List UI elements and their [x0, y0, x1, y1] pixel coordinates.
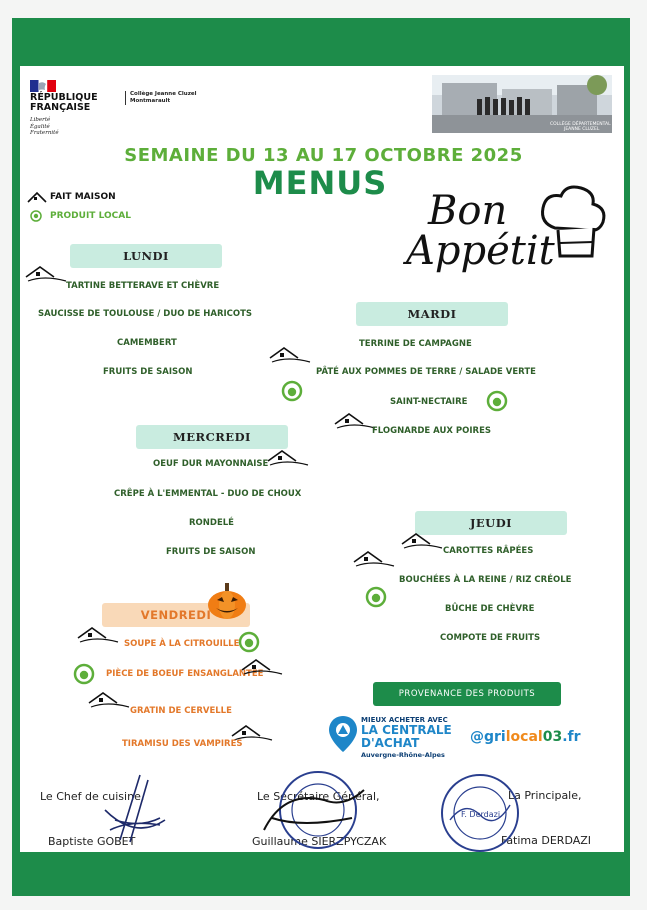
centrale-name-1: LA CENTRALE [361, 723, 452, 737]
jeudi-dish-4: COMPOTE DE FRUITS [440, 633, 541, 643]
jeudi-dish-3: BÛCHE DE CHÈVRE [445, 604, 535, 614]
local-product-icon [30, 210, 42, 222]
vendredi-dish-2: PIÈCE DE BOEUF ENSANGLANTÉE [106, 669, 264, 679]
mardi-dish-1: TERRINE DE CAMPAGNE [359, 339, 472, 349]
vendredi-dish-3: GRATIN DE CERVELLE [130, 706, 232, 716]
chef-signature [100, 770, 170, 850]
week-title: SEMAINE DU 13 AU 17 OCTOBRE 2025 [124, 145, 523, 166]
house-icon [400, 530, 444, 552]
house-icon [26, 190, 48, 204]
sg-name: Guillaume SIERZPYCZAK [252, 835, 387, 848]
principal-stamp-inner: F. Derdazi [461, 810, 501, 819]
mercredi-dish-2: CRÊPE À L'EMMENTAL - DUO DE CHOUX [114, 489, 302, 499]
provenance-banner: PROVENANCE DES PRODUITS [373, 682, 561, 706]
pumpkin-icon [206, 582, 248, 620]
local-product-icon [281, 380, 303, 402]
photo-caption-2: JEANNE CLUZEL [564, 127, 600, 132]
house-icon [352, 548, 396, 570]
legend-produit-local: PRODUIT LOCAL [50, 211, 131, 221]
mardi-dish-3: SAINT-NECTAIRE [390, 397, 468, 407]
centrale-region: Auvergne-Rhône-Alpes [361, 751, 445, 759]
day-jeudi: JEUDI [415, 511, 567, 535]
sg-title: Le Secrétaire Général, [257, 790, 380, 803]
bon-appetit-line2: Appétit [406, 228, 555, 273]
house-icon [268, 344, 312, 366]
centrale-tagline: MIEUX ACHETER AVEC [361, 716, 448, 724]
photo-caption-1: COLLÈGE DÉPARTEMENTAL [550, 122, 611, 127]
map-pin-icon [328, 714, 358, 754]
day-lundi: LUNDI [70, 244, 222, 268]
page-title: MENUS [252, 164, 388, 202]
principal-title: La Principale, [508, 789, 582, 802]
vendredi-dish-4: TIRAMISU DES VAMPIRES [122, 739, 243, 749]
republique-francaise-label: RÉPUBLIQUE FRANÇAISE [30, 92, 98, 113]
vendredi-dish-1: SOUPE À LA CITROUILLE [124, 639, 240, 649]
day-mardi: MARDI [356, 302, 508, 326]
jeudi-dish-1: CAROTTES RÂPÉES [443, 546, 534, 556]
house-icon [240, 656, 284, 678]
lundi-dish-1: TARTINE BETTERAVE ET CHÈVRE [66, 281, 220, 291]
local-product-icon [73, 663, 95, 685]
house-icon [87, 689, 131, 711]
local-product-icon [365, 586, 387, 608]
chef-name: Baptiste GOBET [48, 835, 136, 848]
republic-motto: Liberté Égalité Fraternité [30, 117, 59, 136]
mercredi-dish-1: OEUF DUR MAYONNAISE [153, 459, 269, 469]
college-label: Collège Jeanne Cluzel Montmarault [125, 91, 197, 105]
legend-fait-maison: FAIT MAISON [50, 192, 116, 202]
lundi-dish-3: CAMEMBERT [117, 338, 177, 348]
bon-appetit-logo [400, 178, 610, 273]
house-icon [24, 263, 68, 285]
house-icon [266, 447, 310, 469]
day-vendredi: VENDREDI [102, 603, 250, 627]
mercredi-dish-4: FRUITS DE SAISON [166, 547, 256, 557]
lundi-dish-4: FRUITS DE SAISON [103, 367, 193, 377]
day-mercredi: MERCREDI [136, 425, 288, 449]
local-product-icon [238, 631, 260, 653]
centrale-name-2: D'ACHAT [361, 736, 420, 750]
local-product-icon [486, 390, 508, 412]
grilocal-handle: @grilocal03.fr [470, 729, 581, 745]
lundi-dish-2: SAUCISSE DE TOULOUSE / DUO DE HARICOTS [38, 309, 253, 319]
chef-title: Le Chef de cuisine, [40, 790, 145, 803]
principal-name: Fatima DERDAZI [501, 834, 592, 847]
marianne-logo-icon [30, 80, 56, 92]
college-photo [432, 75, 612, 133]
jeudi-dish-2: BOUCHÉES À LA REINE / RIZ CRÉOLE [399, 575, 572, 585]
mardi-dish-2: PÂTÉ AUX POMMES DE TERRE / SALADE VERTE [316, 367, 536, 377]
house-icon [76, 624, 120, 646]
mercredi-dish-3: RONDELÉ [189, 518, 234, 528]
house-icon [333, 410, 377, 432]
mardi-dish-4: FLOGNARDE AUX POIRES [372, 426, 492, 436]
college-stamp [262, 768, 372, 852]
bon-appetit-line1: Bon [428, 188, 508, 234]
